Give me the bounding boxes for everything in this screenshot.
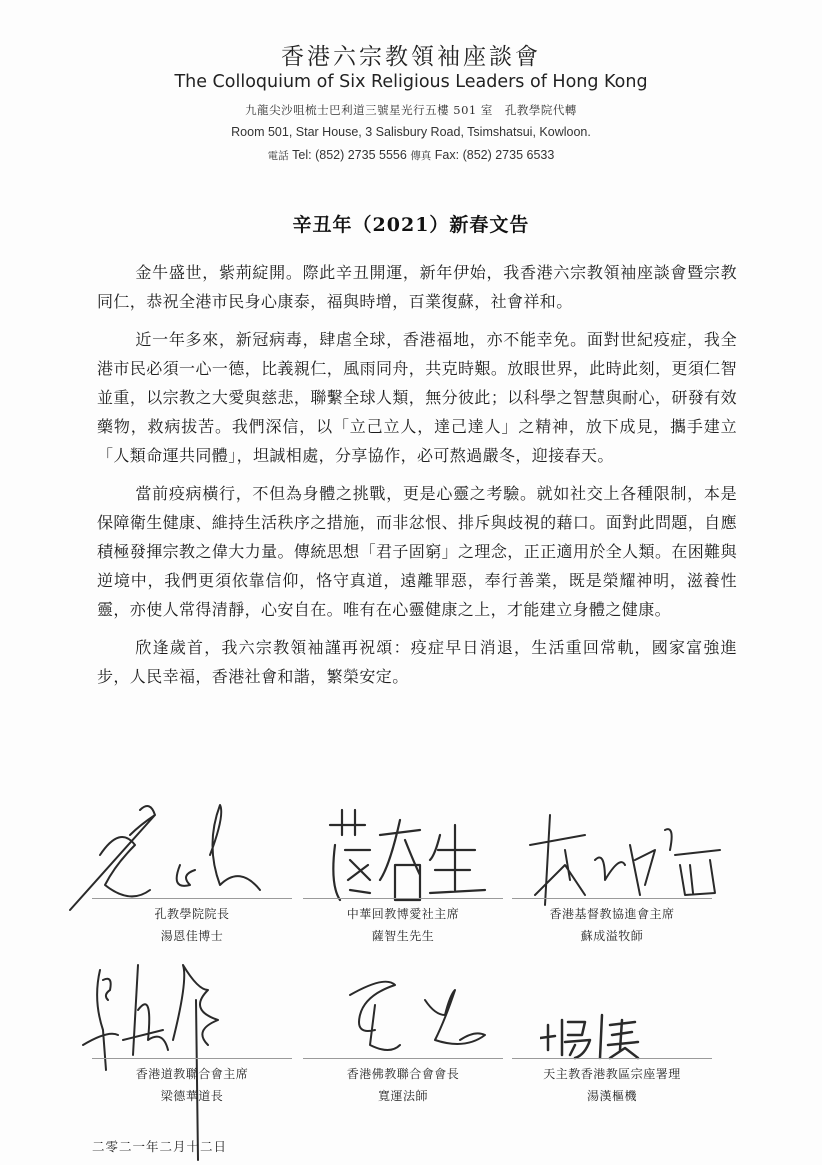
- signatory-role: 天主教香港教區宗座署理: [543, 1067, 681, 1081]
- signature-line: [303, 898, 503, 899]
- signatory: [512, 898, 712, 944]
- tel-number: Tel: (852) 2735 5556: [292, 148, 407, 162]
- signatory: [303, 1058, 503, 1104]
- org-name-chinese: 香港六宗教領袖座談會: [281, 44, 541, 70]
- signatory-role: 香港道教聯合會主席: [135, 1067, 249, 1081]
- org-name-english: The Colloquium of Six Religious Leaders of Hong Kong: [174, 72, 648, 92]
- signatory-name: 湯漢樞機: [586, 1089, 637, 1103]
- fax-label: 傳真: [410, 150, 432, 162]
- paragraph: 近一年多來，新冠病毒，肆虐全球，香港福地，亦不能幸免。面對世紀疫症，我全港市民必須一心一德，比義親仁，風雨同舟，共克時艱。放眼世界，此時此刻，更須仁智並重，以宗教之大愛與慈悲，聯繫全球人類，無分彼此；以科學之智慧與耐心，研發有效藥物，救病拔苦。我們深信，以「立己立人，達己達人」之精神，放下成見，攜手建立「人類命運共同體」，坦誠相處，分享協作，必可熬過嚴冬，迎接春天。: [97, 330, 737, 465]
- document-title: 辛丑年（2021）新春文告: [292, 214, 530, 236]
- signatory: [303, 898, 503, 944]
- signatory-name: 湯恩佳博士: [160, 929, 224, 943]
- document-date: 二零二一年二月十二日: [92, 1139, 228, 1154]
- signatory-role: 香港佛教聯合會會長: [346, 1067, 460, 1081]
- signatory-name: 梁德華道長: [160, 1089, 224, 1103]
- signature-image: [540, 1010, 650, 1060]
- address-chinese: 九龍尖沙咀梳士巴利道三號星光行五樓 501 室 孔教學院代轉: [245, 103, 577, 117]
- address-english: Room 501, Star House, 3 Salisbury Road, Tsimshatsui, Kowloon.: [231, 125, 591, 139]
- document-body: [97, 258, 737, 700]
- signature-line: [92, 1058, 292, 1059]
- signatory-role: 中華回教博愛社主席: [346, 907, 460, 921]
- signature-image: [320, 805, 490, 905]
- signatory-role: 香港基督教協進會主席: [549, 907, 675, 921]
- paragraph: 當前疫病橫行，不但為身體之挑戰，更是心靈之考驗。就如社交上各種限制，本是保障衛生健康、維持生活秩序之措施，而非忿恨、排斥與歧視的藉口。面對此問題，自應積極發揮宗教之偉大力量。傳統思想「君子固窮」之理念，正正適用於全人類。在困難與逆境中，我們更須依靠信仰，恪守真道，遠離罪惡，奉行善業，既是榮耀神明，滋養性靈，亦使人常得清靜，心安自在。唯有在心靈健康之上，才能建立身體之健康。: [97, 484, 737, 619]
- signature-line: [303, 1058, 503, 1059]
- signatory: [92, 1058, 292, 1104]
- signatory: [512, 1058, 712, 1104]
- signatory-name: 薩智生先生: [371, 929, 435, 943]
- paragraph: 金牛盛世，紫荊綻開。際此辛丑開運，新年伊始，我香港六宗教領袖座談會暨宗教同仁，恭祝全港市民身心康泰，福與時增，百業復蘇，社會祥和。: [97, 263, 737, 311]
- signatory-name: 寬運法師: [377, 1089, 428, 1103]
- signatory-name: 蘇成溢牧師: [580, 929, 644, 943]
- signatory: [92, 898, 292, 944]
- contact-line: [0, 148, 822, 163]
- signature-line: [92, 898, 292, 899]
- signature-image: [60, 795, 290, 915]
- signature-line: [512, 898, 712, 899]
- fax-number: Fax: (852) 2735 6533: [434, 148, 555, 162]
- signatory-role: 孔教學院院長: [154, 907, 230, 921]
- tel-label: 電話: [267, 150, 289, 162]
- paragraph: 欣逢歲首，我六宗教領袖謹再祝頌：疫症早日消退，生活重回常軌，國家富強進步，人民幸福，香港社會和諧，繁榮安定。: [97, 638, 737, 686]
- signature-line: [512, 1058, 712, 1059]
- signature-image: [345, 975, 495, 1055]
